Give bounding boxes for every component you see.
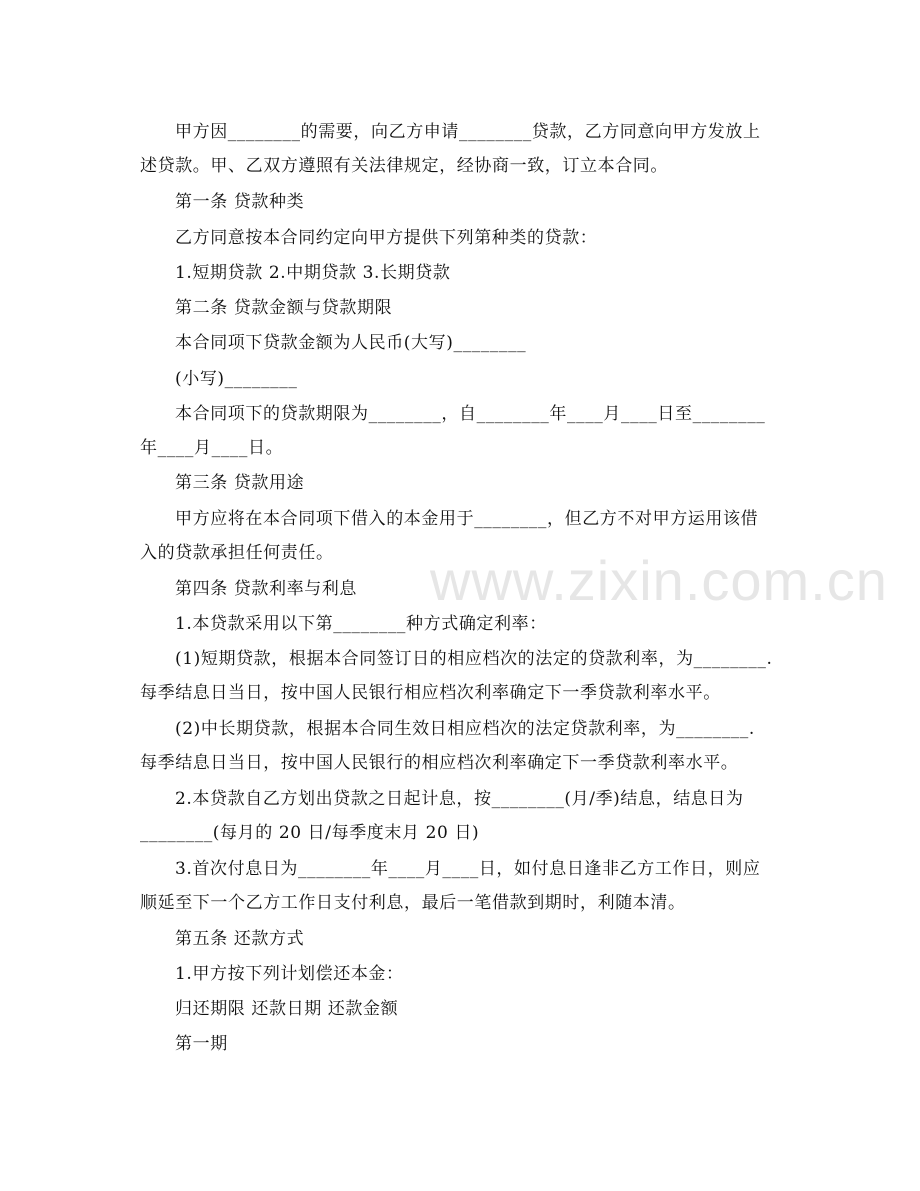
article-2-term-line-1: 本合同项下的贷款期限为________，自________年____月____日至________ (175, 404, 766, 424)
article-3-text-line-2: 入的贷款承担任何责任。 (140, 543, 334, 563)
article-5-item-1: 1.甲方按下列计划偿还本金： (175, 964, 404, 984)
article-4-item-3-line-2: 顺延至下一个乙方工作日支付利息，最后一笔借款到期时，利随本清。 (140, 893, 686, 913)
article-4-short-term-line-1: (1)短期贷款，根据本合同签订日的相应档次的法定的贷款利率，为________. (175, 649, 773, 669)
preamble-line-2: 述贷款。甲、乙双方遵照有关法律规定，经协商一致，订立本合同。 (140, 156, 668, 176)
article-1-text: 乙方同意按本合同约定向甲方提供下列第种类的贷款： (175, 228, 598, 248)
article-3-heading: 第三条 贷款用途 (175, 473, 305, 493)
article-1-options: 1.短期贷款 2.中期贷款 3.长期贷款 (175, 263, 451, 283)
article-4-heading: 第四条 贷款利率与利息 (175, 579, 358, 599)
article-3-text-line-1: 甲方应将在本合同项下借入的本金用于________，但乙方不对甲方运用该借 (175, 509, 759, 529)
article-4-item-1: 1.本贷款采用以下第________种方式确定利率： (175, 614, 547, 634)
article-4-item-3-line-1: 3.首次付息日为________年____月____日，如付息日逢非乙方工作日，则应 (175, 859, 761, 879)
article-5-heading: 第五条 还款方式 (175, 929, 305, 949)
article-4-item-2-line-1: 2.本贷款自乙方划出贷款之日起计息，按________(月/季)结息，结息日为 (175, 789, 744, 809)
article-2-amount-uppercase: 本合同项下贷款金额为人民币(大写)________ (175, 333, 527, 353)
article-2-heading: 第二条 贷款金额与贷款期限 (175, 298, 393, 318)
repayment-first-period: 第一期 (175, 1034, 228, 1054)
article-4-short-term-line-2: 每季结息日当日，按中国人民银行相应档次利率确定下一季贷款利率水平。 (140, 683, 721, 703)
article-4-item-2-line-2: ________(每月的 20 日/每季度末月 20 日) (140, 823, 480, 843)
article-4-long-term-line-2: 每季结息日当日，按中国人民银行的相应档次利率确定下一季贷款利率水平。 (140, 753, 739, 773)
article-1-heading: 第一条 贷款种类 (175, 192, 305, 212)
repayment-table-header: 归还期限 还款日期 还款金额 (175, 999, 399, 1019)
article-2-term-line-2: 年____月____日。 (140, 438, 284, 458)
preamble-line-1: 甲方因________的需要，向乙方申请________贷款，乙方同意向甲方发放上 (175, 122, 761, 142)
watermark: www.zixin.com.cn (430, 549, 888, 612)
article-2-amount-lowercase: (小写)________ (175, 369, 298, 389)
article-4-long-term-line-1: (2)中长期贷款，根据本合同生效日相应档次的法定贷款利率，为________. (175, 719, 755, 739)
